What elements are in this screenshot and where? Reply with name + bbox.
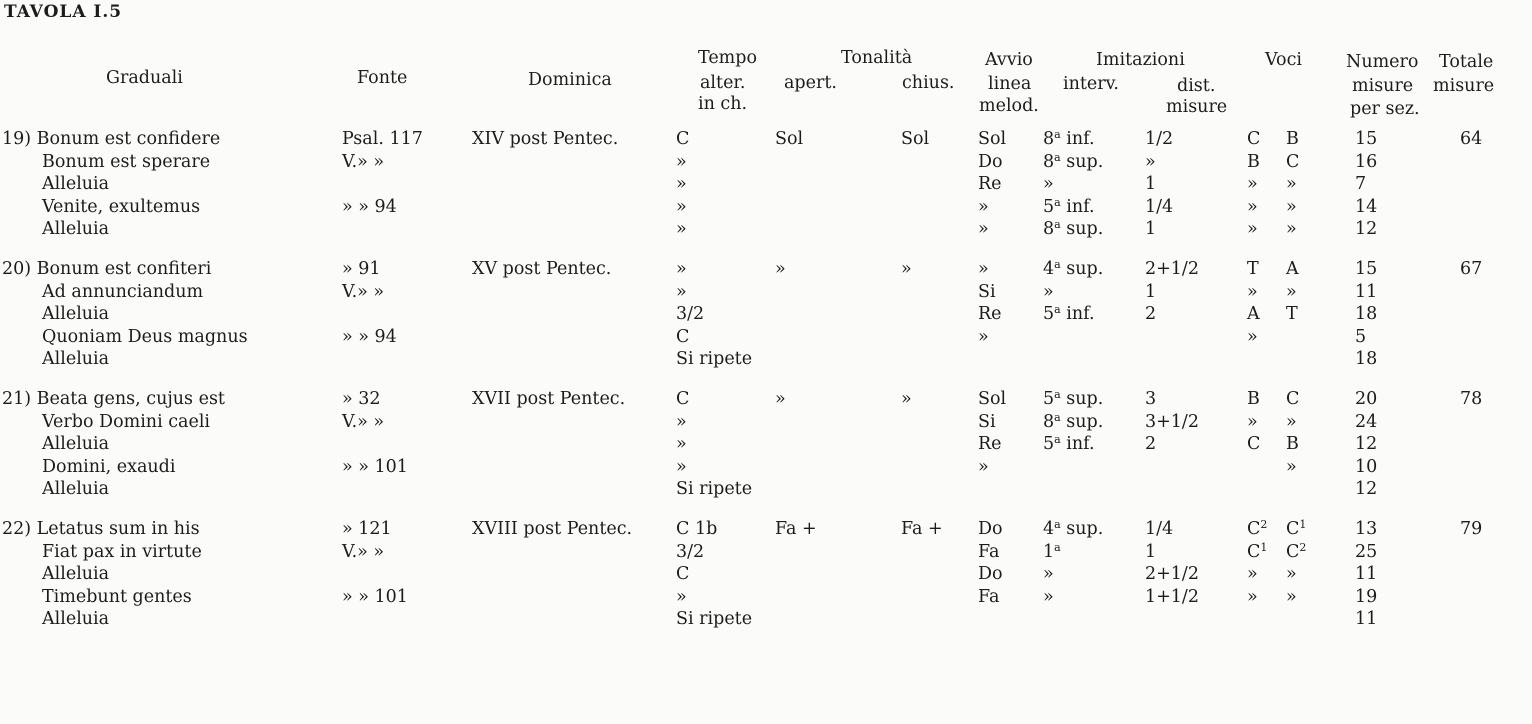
interv-ordinal: a [1054,411,1061,424]
header-alter: alter. [700,73,746,93]
dominica-cell: XIV post Pentec. [472,129,619,149]
voce2-letter: » [1286,282,1297,302]
voce1-cell [1247,281,1258,303]
voce2-letter: B [1286,434,1299,454]
table-row [0,218,1532,240]
voce1-letter: C [1247,129,1261,149]
header-per-sez: per sez. [1350,99,1420,119]
voce1-letter: A [1247,304,1260,324]
table-row [0,411,1532,433]
interv-number: 5 [1043,389,1055,409]
voce2-index: 1 [1299,518,1307,531]
voce2-cell [1286,196,1297,218]
avvio-cell: Sol [978,129,1007,149]
header-graduali: Graduali [106,68,183,88]
voce1-letter: C [1247,519,1261,539]
avvio-cell: Re [978,174,1002,194]
header-imitazioni: Imitazioni [1096,50,1185,70]
interv-number: 5 [1043,304,1055,324]
voce2-index: 2 [1299,541,1307,554]
graduale-cell: Timebunt gentes [42,587,192,607]
graduale-cell: Alleluia [42,434,110,454]
interv-direction: sup. [1066,412,1104,432]
dominica-cell: XVIII post Pentec. [472,519,633,539]
tempo-cell: » [676,219,687,239]
voce2-cell [1286,218,1297,240]
table-row [0,128,1532,150]
interv-ordinal: a [1054,433,1061,446]
interv-cell [1043,433,1095,455]
tempo-cell: 3/2 [676,304,705,324]
voce1-cell [1247,173,1258,195]
fonte-cell: » » 94 [342,327,397,347]
interv-number: » [1043,282,1054,302]
table-row [0,388,1532,410]
voce1-cell [1247,326,1258,348]
voce1-letter: C [1247,542,1261,562]
graduale-cell: Domini, exaudi [42,457,176,477]
header-chius: chius. [902,73,955,93]
tempo-cell: » [676,197,687,217]
voce1-cell [1247,433,1260,455]
graduale-cell: Alleluia [42,174,110,194]
header-voci: Voci [1265,50,1302,70]
misure-cell: 7 [1355,174,1367,194]
table-row [0,563,1532,585]
interv-direction: sup. [1066,519,1104,539]
avvio-cell: Re [978,304,1002,324]
fonte-cell: » 91 [342,259,381,279]
misure-cell: 18 [1355,304,1378,324]
fonte-cell: » 121 [342,519,392,539]
dist-cell: 1/4 [1145,519,1174,539]
totale-cell: 79 [1460,519,1483,539]
tempo-cell: » [676,457,687,477]
graduale-cell: 21) Beata gens, cujus est [2,389,225,409]
interv-direction: inf. [1066,197,1095,217]
tonalita-chius-cell: » [901,389,912,409]
misure-cell: 18 [1355,349,1378,369]
tempo-cell: » [676,259,687,279]
dist-cell: 1 [1145,542,1157,562]
voce1-cell [1247,518,1267,540]
dist-cell: 1/2 [1145,129,1174,149]
graduale-cell: Verbo Domini caeli [42,412,211,432]
interv-cell [1043,388,1103,410]
avvio-cell: Si [978,412,996,432]
interv-cell [1043,303,1095,325]
misure-cell: 19 [1355,587,1378,607]
dist-cell: 2+1/2 [1145,564,1199,584]
interv-cell [1043,218,1103,240]
fonte-cell: V.» » [342,412,385,432]
fonte-cell: Psal. 117 [342,129,423,149]
voce2-cell [1286,541,1306,563]
interv-cell [1043,128,1095,150]
avvio-cell: » [978,259,989,279]
dist-cell: 2 [1145,434,1157,454]
voce1-letter: » [1247,174,1258,194]
voce2-letter: C [1286,519,1300,539]
tempo-cell: » [676,587,687,607]
header-linea: linea [988,74,1032,94]
header-totale-misure: misure [1433,76,1495,96]
graduale-cell: Alleluia [42,349,110,369]
interv-cell [1043,563,1054,585]
header-avvio: Avvio [985,50,1033,70]
interv-number: » [1043,587,1054,607]
voce2-cell [1286,173,1297,195]
table-row [0,326,1532,348]
interv-number: 4 [1043,519,1055,539]
tonalita-chius-cell: Fa + [901,519,943,539]
graduale-cell: Alleluia [42,479,110,499]
misure-cell: 12 [1355,219,1378,239]
avvio-cell: Fa [978,587,1000,607]
table-row [0,348,1532,370]
table-row [0,151,1532,173]
voce2-letter: C [1286,152,1300,172]
interv-cell [1043,586,1054,608]
misure-cell: 12 [1355,479,1378,499]
voce2-letter: » [1286,174,1297,194]
header-fonte: Fonte [357,68,408,88]
voce1-cell [1247,563,1258,585]
graduale-cell: Venite, exultemus [42,197,201,217]
interv-ordinal: a [1054,541,1061,554]
interv-ordinal: a [1054,128,1061,141]
voce1-letter: B [1247,389,1260,409]
header-numero-misure: misure [1352,76,1414,96]
tempo-cell: C [676,564,690,584]
voce1-letter: T [1247,259,1259,279]
misure-cell: 11 [1355,609,1378,629]
graduale-cell: Fiat pax in virtute [42,542,202,562]
voce2-cell [1286,456,1297,478]
voce1-letter: » [1247,282,1258,302]
interv-direction: sup. [1066,219,1104,239]
voce2-letter: C [1286,389,1300,409]
voce2-cell [1286,128,1299,150]
misure-cell: 11 [1355,564,1378,584]
voce1-cell [1247,586,1258,608]
header-totale: Totale [1439,52,1494,72]
header-tempo: Tempo [698,48,758,68]
avvio-cell: Re [978,434,1002,454]
avvio-cell: Do [978,152,1003,172]
graduale-cell: Alleluia [42,304,110,324]
interv-ordinal: a [1054,218,1061,231]
tonalita-chius-cell: » [901,259,912,279]
fonte-cell: » » 94 [342,197,397,217]
graduale-cell: Alleluia [42,609,110,629]
misure-cell: 14 [1355,197,1378,217]
fonte-cell: » » 101 [342,457,408,477]
graduale-cell: Quoniam Deus magnus [42,327,248,347]
tempo-cell: C [676,389,690,409]
table-row [0,541,1532,563]
header-in-ch: in ch. [698,94,748,114]
voce1-index: 2 [1260,518,1268,531]
voce2-cell [1286,586,1297,608]
dist-cell: 1 [1145,282,1157,302]
interv-direction: sup. [1066,152,1104,172]
header-dominica: Dominica [528,70,612,90]
voce1-letter: » [1247,197,1258,217]
tempo-cell: » [676,282,687,302]
fonte-cell: V.» » [342,152,385,172]
voce2-cell [1286,388,1299,410]
header-interv: interv. [1063,74,1119,94]
tempo-cell: Si ripete [676,349,753,369]
voce1-cell [1247,258,1259,280]
voce1-letter: » [1247,327,1258,347]
voce1-cell [1247,541,1267,563]
voce1-letter: C [1247,434,1261,454]
interv-number: 5 [1043,434,1055,454]
graduale-cell: 22) Letatus sum in his [2,519,200,539]
table-row [0,456,1532,478]
misure-cell: 20 [1355,389,1378,409]
voce1-cell [1247,151,1260,173]
voce2-cell [1286,563,1297,585]
voce2-letter: » [1286,197,1297,217]
tempo-cell: C 1b [676,519,718,539]
avvio-cell: Do [978,519,1003,539]
voce2-letter: » [1286,412,1297,432]
table-row [0,303,1532,325]
table-row [0,258,1532,280]
interv-number: » [1043,564,1054,584]
voce2-letter: T [1286,304,1298,324]
interv-ordinal: a [1054,388,1061,401]
tempo-cell: 3/2 [676,542,705,562]
voce2-cell [1286,518,1306,540]
voce2-letter: » [1286,564,1297,584]
voce1-letter: » [1247,219,1258,239]
misure-cell: 16 [1355,152,1378,172]
graduale-cell: 20) Bonum est confiteri [2,259,212,279]
dist-cell: 3+1/2 [1145,412,1199,432]
interv-cell [1043,173,1054,195]
dominica-cell: XVII post Pentec. [472,389,626,409]
interv-cell [1043,258,1103,280]
interv-direction: inf. [1066,129,1095,149]
dist-cell: 2 [1145,304,1157,324]
tonalita-apert-cell: Fa + [775,519,817,539]
totale-cell: 78 [1460,389,1483,409]
header-apert: apert. [784,73,837,93]
voce1-letter: B [1247,152,1260,172]
interv-number: 1 [1043,542,1055,562]
voce1-letter: » [1247,412,1258,432]
tonalita-apert-cell: » [775,259,786,279]
interv-direction: sup. [1066,259,1104,279]
page-title: TAVOLA I.5 [4,2,123,22]
table-row [0,281,1532,303]
interv-cell [1043,281,1054,303]
interv-direction: inf. [1066,304,1095,324]
totale-cell: 64 [1460,129,1483,149]
voce1-cell [1247,411,1258,433]
graduale-cell: Bonum est sperare [42,152,211,172]
voce2-letter: » [1286,587,1297,607]
table-row [0,586,1532,608]
interv-direction: inf. [1066,434,1095,454]
voce1-cell [1247,128,1260,150]
tonalita-chius-cell: Sol [901,129,930,149]
misure-cell: 11 [1355,282,1378,302]
interv-number: » [1043,174,1054,194]
dist-cell: 1 [1145,174,1157,194]
interv-ordinal: a [1054,303,1061,316]
fonte-cell: » » 101 [342,587,408,607]
tonalita-apert-cell: Sol [775,129,804,149]
misure-cell: 12 [1355,434,1378,454]
tempo-cell: » [676,152,687,172]
tempo-cell: C [676,129,690,149]
interv-cell [1043,151,1103,173]
tempo-cell: » [676,412,687,432]
header-dist: dist. [1177,76,1216,96]
interv-cell [1043,196,1095,218]
voce2-letter: B [1286,129,1299,149]
avvio-cell: Do [978,564,1003,584]
table-row [0,478,1532,500]
header-tonalita: Tonalità [841,48,913,68]
interv-cell [1043,518,1103,540]
interv-number: 8 [1043,412,1055,432]
interv-number: 8 [1043,129,1055,149]
voce2-letter: A [1286,259,1299,279]
misure-cell: 5 [1355,327,1367,347]
tonalita-apert-cell: » [775,389,786,409]
misure-cell: 13 [1355,519,1378,539]
table-row [0,608,1532,630]
interv-number: 5 [1043,197,1055,217]
interv-direction: sup. [1066,389,1104,409]
table-row [0,173,1532,195]
fonte-cell: V.» » [342,282,385,302]
voce2-cell [1286,151,1299,173]
totale-cell: 67 [1460,259,1483,279]
avvio-cell: » [978,457,989,477]
header-melod: melod. [979,96,1039,116]
misure-cell: 24 [1355,412,1378,432]
voce2-letter: » [1286,457,1297,477]
tempo-cell: » [676,434,687,454]
graduale-cell: Ad annunciandum [42,282,204,302]
interv-ordinal: a [1054,258,1061,271]
tempo-cell: » [676,174,687,194]
interv-number: 8 [1043,219,1055,239]
voce2-cell [1286,281,1297,303]
voce2-letter: » [1286,219,1297,239]
voce1-letter: » [1247,587,1258,607]
misure-cell: 10 [1355,457,1378,477]
graduale-cell: Alleluia [42,219,110,239]
voce2-letter: C [1286,542,1300,562]
dist-cell: » [1145,152,1156,172]
voce2-cell [1286,433,1299,455]
dist-cell: 1+1/2 [1145,587,1199,607]
avvio-cell: Si [978,282,996,302]
dist-cell: 1/4 [1145,197,1174,217]
tempo-cell: C [676,327,690,347]
graduale-cell: 19) Bonum est confidere [2,129,221,149]
fonte-cell: V.» » [342,542,385,562]
fonte-cell: » 32 [342,389,381,409]
dist-cell: 2+1/2 [1145,259,1199,279]
voce1-index: 1 [1260,541,1268,554]
tempo-cell: Si ripete [676,479,753,499]
header-numero: Numero [1346,52,1419,72]
tempo-cell: Si ripete [676,609,753,629]
voce1-cell [1247,388,1260,410]
interv-number: 4 [1043,259,1055,279]
avvio-cell: Sol [978,389,1007,409]
misure-cell: 15 [1355,259,1378,279]
voce1-cell [1247,196,1258,218]
avvio-cell: Fa [978,542,1000,562]
table-row [0,196,1532,218]
voce2-cell [1286,411,1297,433]
dist-cell: 3 [1145,389,1157,409]
misure-cell: 15 [1355,129,1378,149]
graduale-cell: Alleluia [42,564,110,584]
dominica-cell: XV post Pentec. [472,259,612,279]
interv-ordinal: a [1054,518,1061,531]
interv-cell [1043,541,1061,563]
voce2-cell [1286,303,1298,325]
interv-ordinal: a [1054,151,1061,164]
interv-number: 8 [1043,152,1055,172]
dist-cell: 1 [1145,219,1157,239]
table-row [0,433,1532,455]
interv-cell [1043,411,1103,433]
avvio-cell: » [978,219,989,239]
header-dist-misure: misure [1166,97,1228,117]
voce1-cell [1247,303,1260,325]
voce2-cell [1286,258,1299,280]
avvio-cell: » [978,327,989,347]
table-row [0,518,1532,540]
voce1-cell [1247,218,1258,240]
avvio-cell: » [978,197,989,217]
voce1-letter: » [1247,564,1258,584]
interv-ordinal: a [1054,196,1061,209]
misure-cell: 25 [1355,542,1378,562]
